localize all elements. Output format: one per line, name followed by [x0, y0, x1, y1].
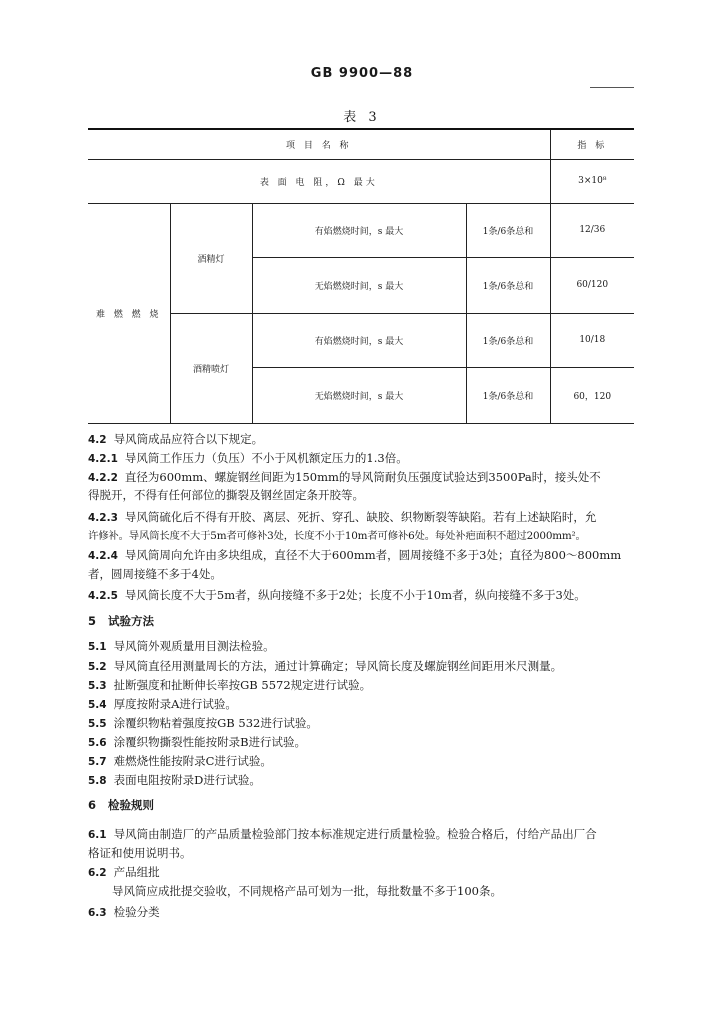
- clause-number: 4.2.2: [88, 472, 118, 484]
- clause-line-continued: [88, 527, 586, 546]
- clause-text: 导风筒硫化后不得有开胶、离层、死折、穿孔、缺胶、织物断裂等缺陷。若有上述缺陷时，允: [124, 510, 597, 524]
- clause-text: 导风筒外观质量用目测法检验。: [113, 639, 275, 653]
- section-5-text: [88, 612, 636, 792]
- clause-text: 厚度按附录A进行试验。: [113, 697, 237, 711]
- clause-number: 6.3: [88, 907, 107, 919]
- col-value-header: 指 标: [550, 129, 634, 159]
- clause-text: 导风筒工作压力（负压）不小于风机额定压力的1.3倍。: [124, 451, 408, 465]
- clause-line: [88, 657, 562, 677]
- glow-time-label: 无焰燃烧时间，s 最大: [252, 367, 466, 423]
- table-row-surface: [88, 159, 634, 203]
- sum-label: 1条/6条总和: [466, 367, 550, 423]
- clause-text: 产品组批: [113, 865, 160, 879]
- table-row: [88, 203, 634, 257]
- clause-text: 检验分类: [113, 905, 160, 919]
- sum-label: 1条/6条总和: [466, 257, 550, 313]
- clause-number: 5.7: [88, 756, 107, 768]
- flammability-group-label: 难 燃 燃 烧: [88, 203, 170, 423]
- table-row: [88, 313, 634, 367]
- clause-number: 5.6: [88, 737, 107, 749]
- clause-line: [88, 733, 306, 753]
- section-heading: [88, 796, 154, 815]
- sum-label: 1条/6条总和: [466, 313, 550, 367]
- flame-time-label: 有焰燃烧时间，s 最大: [252, 203, 466, 257]
- section-number: 6: [88, 798, 97, 812]
- value-cell: 10/18: [550, 313, 634, 367]
- clause-line: [88, 714, 318, 734]
- document-header: GB 9900—88: [310, 66, 414, 81]
- clause-line: [88, 546, 621, 566]
- clause-text: 难燃烧性能按附录C进行试验。: [113, 754, 272, 768]
- value-cell: 60，120: [550, 367, 634, 423]
- clause-text: 导风筒周向允许由多块组成，直径不大于600mm者，圆周接缝不多于3处；直径为800～800mm: [124, 548, 622, 562]
- clause-line: [88, 430, 263, 450]
- clause-line: [88, 508, 596, 528]
- glow-time-label: 无焰燃烧时间，s 最大: [252, 257, 466, 313]
- clause-number: 5.5: [88, 718, 107, 730]
- clause-text: 表面电阻按附录D进行试验。: [113, 773, 261, 787]
- section-heading: [88, 612, 154, 631]
- table-header-row: [88, 129, 634, 159]
- clause-line-continued: [88, 486, 364, 505]
- table-title: 表 3: [343, 110, 381, 125]
- clause-number: 6.1: [88, 829, 107, 841]
- section-4-text: [88, 430, 636, 605]
- clause-number: 6.2: [88, 867, 107, 879]
- section-title: 检验规则: [108, 798, 155, 812]
- clause-line: [88, 825, 597, 845]
- clause-line: [88, 771, 261, 791]
- value-cell: 60/120: [550, 257, 634, 313]
- clause-number: 5.3: [88, 680, 107, 692]
- clause-number: 4.2: [88, 434, 107, 446]
- clause-text: 格证和使用说明书。: [88, 846, 192, 860]
- clause-text: 导风筒直径用测量周长的方法，通过计算确定；导风筒长度及螺旋钢丝间距用米尺测量。: [113, 659, 563, 673]
- clause-line: [88, 752, 272, 772]
- clause-line: [88, 637, 275, 657]
- clause-text: 直径为600mm、螺旋钢丝间距为150mm的导风筒耐负压强度试验达到3500Pa时，接头处不: [124, 470, 601, 484]
- clause-line: [88, 586, 586, 606]
- clause-line: [88, 468, 601, 488]
- surface-resistance-label: 表 面 电 阻，Ω 最大: [88, 159, 550, 203]
- clause-number: 5.8: [88, 775, 107, 787]
- clause-text: 许修补。导风筒长度不大于5m者可修补3处，长度不小于10m者可修补6处。每处补疤面积不超过2000mm²。: [88, 530, 586, 542]
- clause-line: [88, 903, 160, 923]
- clause-line: [88, 676, 371, 696]
- clause-line: [88, 449, 408, 469]
- clause-line: [88, 863, 160, 883]
- clause-line-continued: [88, 844, 192, 863]
- alcohol-lamp-label: 酒精灯: [170, 203, 252, 313]
- clause-number: 4.2.4: [88, 550, 118, 562]
- clause-line-continued: [88, 882, 502, 901]
- sum-label: 1条/6条总和: [466, 203, 550, 257]
- clause-text: 者，圆周接缝不多于4处。: [88, 567, 222, 581]
- clause-number: 4.2.5: [88, 590, 118, 602]
- clause-number: 5.1: [88, 641, 107, 653]
- clause-text: 涂覆织物粘着强度按GB 532进行试验。: [113, 716, 318, 730]
- section-title: 试验方法: [108, 614, 155, 628]
- clause-line: [88, 695, 237, 715]
- clause-number: 5.2: [88, 661, 107, 673]
- col-item-header: 项 目 名 称: [88, 129, 550, 159]
- surface-resistance-value: 3×10⁸: [550, 159, 634, 203]
- alcohol-blowtorch-label: 酒精喷灯: [170, 313, 252, 423]
- clause-text: 导风筒成品应符合以下规定。: [113, 432, 264, 446]
- section-6-text: [88, 796, 636, 926]
- flame-time-label: 有焰燃烧时间，s 最大: [252, 313, 466, 367]
- clause-line-continued: [88, 565, 222, 584]
- spec-table: [88, 128, 634, 424]
- clause-text: 导风筒长度不大于5m者，纵向接缝不多于2处；长度不小于10m者，纵向接缝不多于3处。: [124, 588, 586, 602]
- clause-text: 导风筒应成批提交验收，不同规格产品可划为一批，每批数量不多于100条。: [112, 884, 502, 898]
- value-cell: 12/36: [550, 203, 634, 257]
- clause-text: 涂覆织物撕裂性能按附录B进行试验。: [113, 735, 307, 749]
- header-dash: [590, 87, 634, 88]
- clause-number: 4.2.3: [88, 512, 118, 524]
- section-number: 5: [88, 614, 97, 628]
- clause-text: 得脱开，不得有任何部位的撕裂及钢丝固定条开胶等。: [88, 488, 364, 502]
- clause-number: 5.4: [88, 699, 107, 711]
- clause-text: 扯断强度和扯断伸长率按GB 5572规定进行试验。: [113, 678, 372, 692]
- clause-text: 导风筒由制造厂的产品质量检验部门按本标准规定进行质量检验。检验合格后，付给产品出厂合: [113, 827, 597, 841]
- clause-number: 4.2.1: [88, 453, 118, 465]
